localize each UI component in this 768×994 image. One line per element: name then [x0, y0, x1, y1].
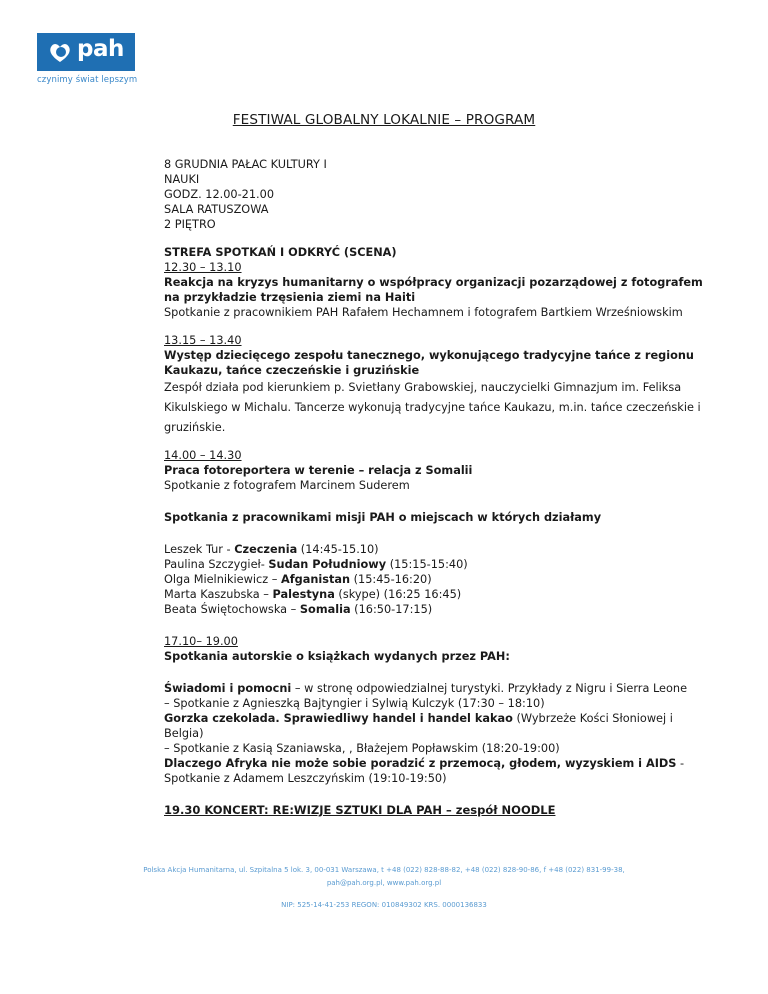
missions-list [164, 542, 704, 617]
block-title: Reakcja na kryzys humanitarny o współpracy organizacji pozarządowej z fotografem na przykładzie trzęsienia ziemi na Haiti [164, 276, 703, 304]
page-title: FESTIWAL GLOBALNY LOKALNIE – PROGRAM [232, 112, 536, 128]
block-title: Praca fotoreportera w terenie – relacja z Somalii [164, 464, 473, 477]
block-time: 12.30 – 13.10 [164, 261, 242, 274]
mission-place: Somalia [299, 603, 351, 616]
books-block [164, 634, 704, 786]
mission-person: Marta Kaszubska – [164, 588, 273, 601]
books-time: 17.10– 19.00 [164, 635, 238, 648]
venue-line: SALA RATUSZOWA [164, 203, 269, 216]
books-heading: Spotkania autorskie o książkach wydanych przez PAH: [164, 650, 510, 663]
mission-time: (15:45-16:20) [350, 573, 432, 586]
mission-item [164, 587, 704, 602]
mission-time: (16:50-17:15) [350, 603, 433, 616]
mission-person: Beata Świętochowska – [164, 603, 300, 616]
block-desc: Zespół działa pod kierunkiem p. Svietłany Grabowskiej, nauczycielki Gimnazjum im. Feliksa Kikulskiego w Michalu. Tancerze wykonują tradycyjne tańce Kaukazu, m.in. tańce czeczeńskie i gruzińskie. [164, 381, 701, 434]
footer-address [0, 864, 768, 890]
footer-registry: NIP: 525-14-41-253 REGON: 010849302 KRS. 0000136833 [281, 901, 487, 909]
program-block [164, 260, 704, 320]
mission-place: Sudan Południowy [268, 558, 387, 571]
logo-text: pah [77, 36, 124, 62]
book-line [164, 711, 704, 741]
tagline: czynimy świat lepszym [37, 75, 138, 85]
book-line: Spotkanie z Adamem Leszczyńskim (19:10-19:50) [164, 772, 447, 785]
strefa-heading: STREFA SPOTKAŃ I ODKRYĆ (SCENA) [164, 246, 397, 259]
book-line: – Spotkanie z Kasią Szaniawska, , Błażejem Popławskim (18:20-19:00) [164, 742, 560, 755]
program-block [164, 448, 704, 493]
mission-person: Paulina Szczygieł- [164, 558, 269, 571]
book-desc: - [676, 757, 685, 770]
mission-item [164, 602, 704, 617]
program-content [164, 157, 704, 818]
mission-item [164, 572, 704, 587]
mission-person: Leszek Tur - [164, 543, 235, 556]
venue-line: 2 PIĘTRO [164, 218, 216, 231]
pah-logo [37, 33, 135, 71]
venue-line: 8 GRUDNIA PAŁAC KULTURY I [164, 158, 327, 171]
mission-time: (15:15-15:40) [386, 558, 468, 571]
mission-place: Palestyna [272, 588, 335, 601]
book-line [164, 681, 704, 696]
mission-item [164, 557, 704, 572]
book-line: – Spotkanie z Agnieszką Bajtyngier i Sylwią Kulczyk (17:30 – 18:10) [164, 697, 545, 710]
footer-line: Polska Akcja Humanitarna, ul. Szpitalna 5 lok. 3, 00-031 Warszawa, t +48 (022) 828-88-82, +48 (022) 828-90-86, f +48 (022) 831-99-38, [143, 866, 625, 874]
block-title: Występ dziecięcego zespołu tanecznego, wykonującego tradycyjne tańce z regionu Kaukazu, tańce czeczeńskie i gruzińskie [164, 349, 694, 377]
missions-heading: Spotkania z pracownikami misji PAH o miejscach w których działamy [164, 511, 602, 524]
block-time: 14.00 – 14.30 [164, 449, 242, 462]
block-desc: Spotkanie z pracownikiem PAH Rafałem Hechamnem i fotografem Bartkiem Wrześniowskim [164, 306, 683, 319]
venue-info [164, 157, 704, 232]
pah-logo-mark-icon [47, 40, 73, 64]
mission-person: Olga Mielnikiewicz – [164, 573, 281, 586]
program-block [164, 333, 704, 438]
block-time: 13.15 – 13.40 [164, 334, 242, 347]
book-desc: (Wybrzeże Kości Słoniowej i Belgia) [164, 712, 673, 740]
venue-line: NAUKI [164, 173, 200, 186]
mission-place: Czeczenia [234, 543, 298, 556]
footer-line: pah@pah.org.pl, www.pah.org.pl [326, 879, 442, 887]
book-title: Świadomi i pomocni [164, 682, 292, 695]
book-title: Dlaczego Afryka nie może sobie poradzić z przemocą, głodem, wyzyskiem i AIDS [164, 757, 677, 770]
book-title: Gorzka czekolada. Sprawiedliwy handel i handel kakao [164, 712, 513, 725]
venue-line: GODZ. 12.00-21.00 [164, 188, 275, 201]
mission-time: (skype) (16:25 16:45) [334, 588, 462, 601]
concert-line: 19.30 KONCERT: RE:WIZJE SZTUKI DLA PAH – zespół NOODLE [164, 803, 556, 817]
mission-time: (14:45-15.10) [297, 543, 379, 556]
mission-item [164, 542, 704, 557]
block-desc: Spotkanie z fotografem Marcinem Suderem [164, 479, 410, 492]
book-line [164, 756, 704, 771]
book-desc: – w stronę odpowiedzialnej turystyki. Przykłady z Nigru i Sierra Leone [291, 682, 688, 695]
mission-place: Afganistan [280, 573, 351, 586]
